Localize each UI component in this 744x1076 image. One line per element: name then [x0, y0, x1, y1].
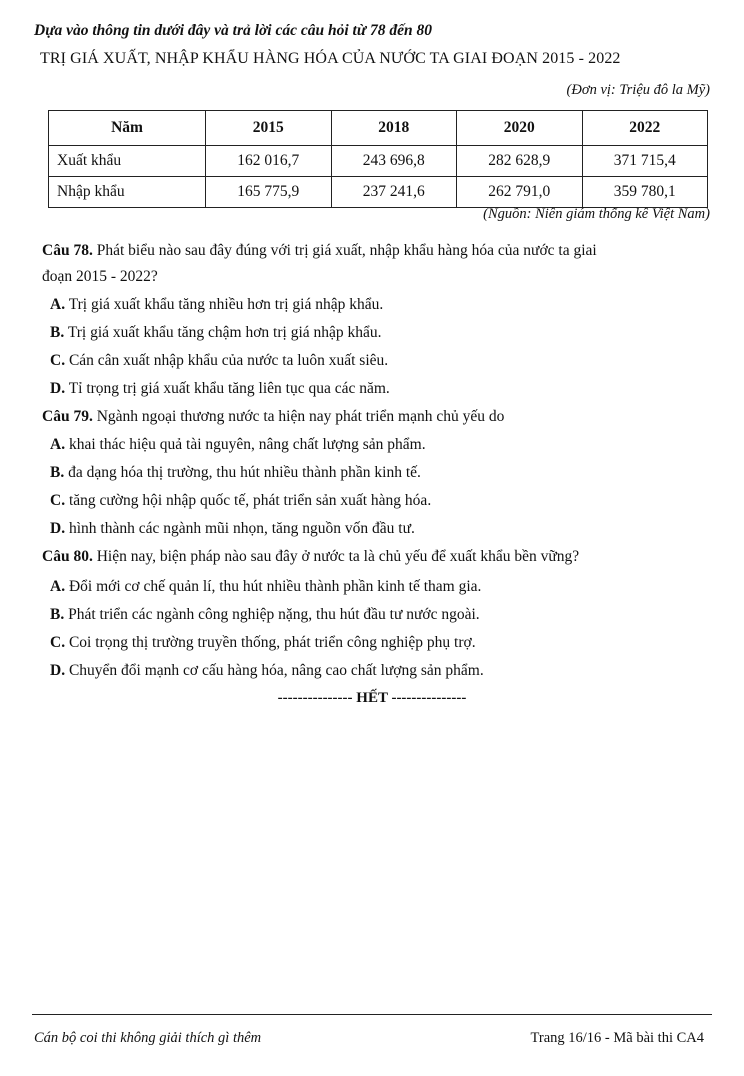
option-text: Cán cân xuất nhập khẩu của nước ta luôn xuất siêu.	[68, 352, 389, 369]
question-79-option-a	[50, 432, 720, 458]
option-key: D.	[50, 662, 66, 679]
question-78-option-c	[50, 348, 720, 374]
table-row-export	[49, 146, 708, 177]
table-cell: 371 715,4	[582, 146, 708, 177]
question-78-option-b	[50, 320, 720, 346]
question-79-option-b	[50, 460, 720, 486]
question-80-option-b	[50, 602, 720, 628]
question-79-option-d	[50, 516, 720, 542]
question-80-option-c	[50, 630, 720, 656]
option-text: khai thác hiệu quả tài nguyên, nâng chất lượng sản phẩm.	[68, 436, 426, 453]
footer-note: Cán bộ coi thi không giải thích gì thêm	[34, 1030, 262, 1046]
question-78-stem-cont: đoạn 2015 - 2022?	[42, 268, 158, 285]
table-cell: 243 696,8	[331, 146, 457, 177]
option-key: A.	[50, 578, 66, 595]
table-title: TRỊ GIÁ XUẤT, NHẬP KHẨU HÀNG HÓA CỦA NƯỚC TA GIAI ĐOẠN 2015 - 2022	[40, 50, 621, 67]
option-text: Phát triển các ngành công nghiệp nặng, thu hút đầu tư nước ngoài.	[68, 606, 480, 623]
footer-divider	[32, 1014, 712, 1015]
page-number: Trang 16/16 - Mã bài thi CA4	[530, 1030, 704, 1046]
table-cell: 237 241,6	[331, 177, 457, 208]
question-80-option-a	[50, 574, 720, 600]
header-cell-2015: 2015	[206, 111, 332, 146]
end-marker: --------------- HẾT ---------------	[277, 690, 467, 706]
table-header-row	[49, 111, 708, 146]
option-key: A.	[50, 436, 66, 453]
option-text: Trị giá xuất khẩu tăng chậm hơn trị giá nhập khẩu.	[67, 324, 382, 341]
table-cell: 165 775,9	[206, 177, 332, 208]
option-text: hình thành các ngành mũi nhọn, tăng nguồn vốn đầu tư.	[68, 520, 415, 537]
question-80-option-d	[50, 658, 720, 684]
table-cell: 359 780,1	[582, 177, 708, 208]
option-key: B.	[50, 606, 65, 623]
question-78-option-d	[50, 376, 720, 402]
header-cell-2020: 2020	[457, 111, 583, 146]
row-label-export: Xuất khẩu	[49, 146, 206, 177]
option-text: Coi trọng thị trường truyền thống, phát triển công nghiệp phụ trợ.	[68, 634, 476, 651]
option-text: Tỉ trọng trị giá xuất khẩu tăng liên tục qua các năm.	[68, 380, 390, 397]
trade-table	[48, 110, 708, 208]
unit-note: (Đơn vị: Triệu đô la Mỹ)	[566, 82, 710, 98]
option-text: đa dạng hóa thị trường, thu hút nhiều thành phần kinh tế.	[68, 464, 421, 481]
question-text: Phát biểu nào sau đây đúng với trị giá xuất, nhập khẩu hàng hóa của nước ta giai	[96, 242, 597, 259]
option-key: C.	[50, 634, 66, 651]
option-key: D.	[50, 520, 66, 537]
table-cell: 162 016,7	[206, 146, 332, 177]
header-cell-2018: 2018	[331, 111, 457, 146]
option-key: B.	[50, 324, 65, 341]
header-cell-year: Năm	[49, 111, 206, 146]
question-text: Hiện nay, biện pháp nào sau đây ở nước ta là chủ yếu để xuất khẩu bền vững?	[96, 548, 580, 565]
header-cell-2022: 2022	[582, 111, 708, 146]
question-number: Câu 80.	[42, 548, 93, 565]
table-row-import	[49, 177, 708, 208]
question-text: Ngành ngoại thương nước ta hiện nay phát triển mạnh chủ yếu do	[96, 408, 505, 425]
option-key: C.	[50, 492, 66, 509]
question-78-option-a	[50, 292, 720, 318]
option-text: tăng cường hội nhập quốc tế, phát triển sản xuất hàng hóa.	[68, 492, 432, 509]
row-label-import: Nhập khẩu	[49, 177, 206, 208]
option-key: C.	[50, 352, 66, 369]
option-key: B.	[50, 464, 65, 481]
table-cell: 282 628,9	[457, 146, 583, 177]
option-text: Chuyển đổi mạnh cơ cấu hàng hóa, nâng cao chất lượng sản phẩm.	[68, 662, 484, 679]
option-text: Đổi mới cơ chế quản lí, thu hút nhiều thành phần kinh tế tham gia.	[68, 578, 482, 595]
option-key: D.	[50, 380, 66, 397]
question-79-option-c	[50, 488, 720, 514]
question-80-stem	[42, 544, 712, 570]
question-79-stem	[42, 404, 712, 430]
question-number: Câu 78.	[42, 242, 93, 259]
question-number: Câu 79.	[42, 408, 93, 425]
question-78-stem	[42, 238, 712, 264]
option-key: A.	[50, 296, 66, 313]
intro-instruction: Dựa vào thông tin dưới đây và trả lời các câu hỏi từ 78 đến 80	[34, 22, 432, 39]
source-note: (Nguồn: Niên giám thống kê Việt Nam)	[483, 206, 710, 222]
option-text: Trị giá xuất khẩu tăng nhiều hơn trị giá nhập khẩu.	[68, 296, 384, 313]
table-cell: 262 791,0	[457, 177, 583, 208]
